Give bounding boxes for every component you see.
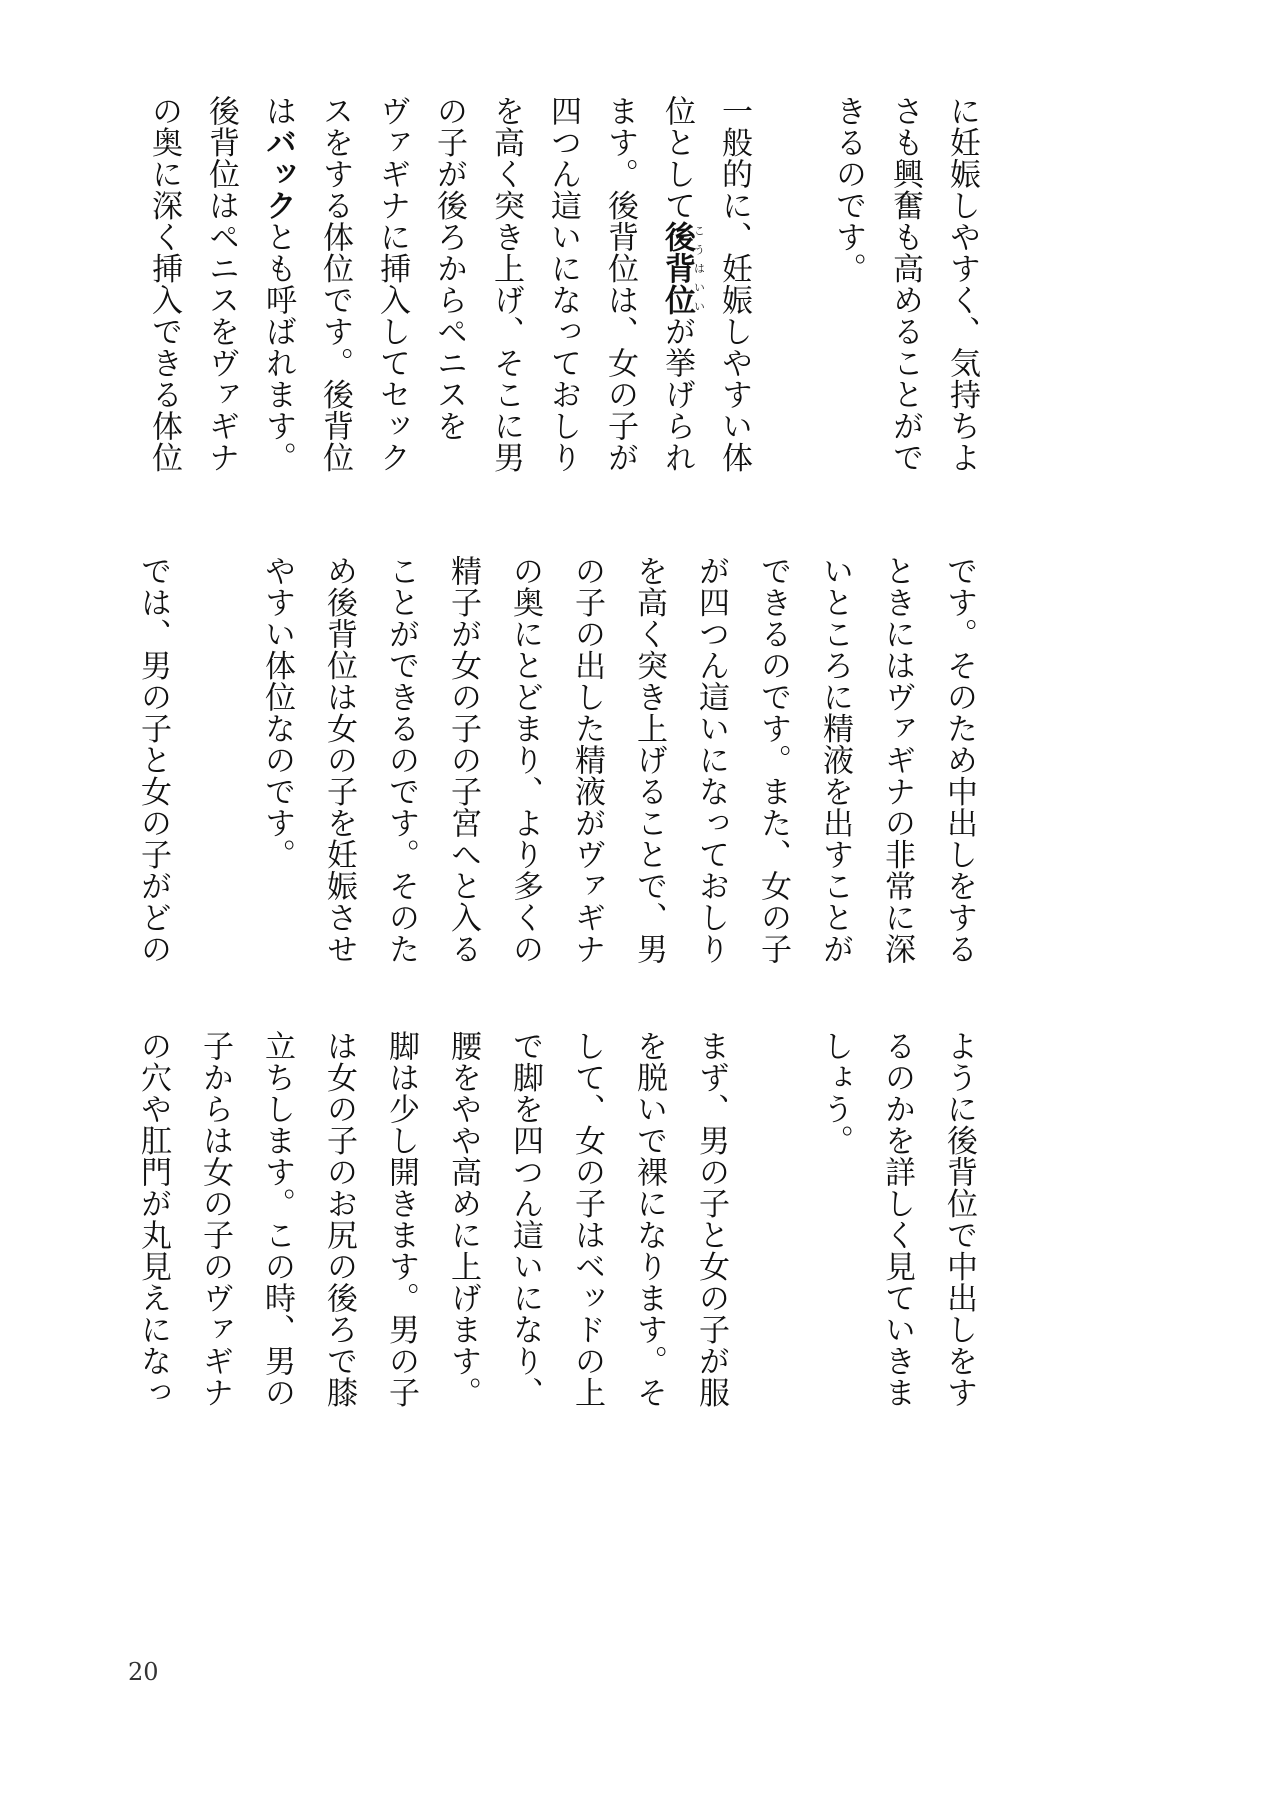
text-column (363, 95, 420, 535)
text-run: です。そのため中出しをする (941, 555, 977, 965)
text-column (928, 1030, 990, 1470)
text-column (680, 555, 742, 995)
text-column (618, 555, 680, 995)
text-run: め後背位は女の子を妊娠させ (321, 555, 357, 965)
text-run: ときにはヴァギナの非常に深 (879, 555, 915, 965)
text-column (184, 555, 246, 995)
text-column (705, 95, 762, 535)
text-column (192, 95, 249, 535)
text-column (246, 555, 308, 995)
text-column (556, 1030, 618, 1470)
ruby-term: 後背位こうはいい (659, 221, 706, 316)
text-column (804, 1030, 866, 1470)
text-run: を脱いで裸になります。そ (631, 1030, 667, 1408)
text-run: ヴァギナに挿入してセック (374, 95, 410, 473)
text-block-middle (122, 555, 990, 995)
text-column (122, 555, 184, 995)
text-column (742, 1030, 804, 1470)
text-column (928, 555, 990, 995)
text-column (184, 1030, 246, 1470)
text-run: 精子が女の子の子宮へと入る (445, 555, 481, 965)
text-block-bottom (122, 1030, 990, 1470)
text-column (370, 1030, 432, 1470)
text-run: さも興奮も高めることがで (887, 95, 923, 473)
text-column (246, 1030, 308, 1470)
text-column (432, 1030, 494, 1470)
text-column (680, 1030, 742, 1470)
text-run: に妊娠しやすく、気持ちよ (944, 95, 980, 473)
text-run: いところに精液を出すことが (817, 555, 853, 965)
text-column (804, 555, 866, 995)
text-column (306, 95, 363, 535)
text-column (866, 555, 928, 995)
text-column (876, 95, 933, 535)
bold-term: バック (260, 126, 296, 221)
text-run: して、女の子はベッドの上 (569, 1030, 605, 1408)
text-run: 子からは女の子のヴァギナ (197, 1030, 233, 1408)
text-run: は女の子のお尻の後ろで膝 (321, 1030, 357, 1408)
text-column (933, 95, 990, 535)
text-run: 四つん這いになっておしり (545, 95, 581, 473)
text-column (477, 95, 534, 535)
text-run: るのかを詳しく見ていきま (879, 1030, 915, 1408)
text-run: の子が後ろからペニスを (431, 95, 467, 442)
text-column (420, 95, 477, 535)
text-run: は (260, 95, 296, 127)
text-column (591, 95, 648, 535)
text-run: の奥にとどまり、より多くの (507, 555, 543, 965)
text-column (122, 1030, 184, 1470)
text-run: を高く突き上げ、そこに男 (488, 95, 524, 473)
text-column (308, 555, 370, 995)
text-run: で脚を四つん這いになり、 (507, 1030, 543, 1408)
text-run: 一般的に、妊娠しやすい体 (716, 95, 752, 473)
text-run: できるのです。また、女の子 (755, 555, 791, 965)
text-run: 位として (659, 95, 695, 221)
text-run: ます。後背位は、女の子が (602, 95, 638, 473)
text-column (866, 1030, 928, 1470)
text-run: では、男の子と女の子がどの (135, 555, 171, 965)
text-column (494, 555, 556, 995)
text-run: 腰をやや高めに上げます。 (445, 1030, 481, 1408)
text-run (773, 95, 809, 127)
text-column (135, 95, 192, 535)
text-run: スをする体位です。後背位 (317, 95, 353, 473)
text-run: まず、男の子と女の子が服 (693, 1030, 729, 1408)
text-column (249, 95, 306, 535)
text-column (432, 555, 494, 995)
ruby-reading: こうはいい (692, 221, 706, 316)
text-column (618, 1030, 680, 1470)
text-run: を高く突き上げることで、男 (631, 555, 667, 965)
text-run: 脚は少し開きます。男の子 (383, 1030, 419, 1408)
text-run: やすい体位なのです。 (259, 555, 295, 870)
text-column (494, 1030, 556, 1470)
text-column (370, 555, 432, 995)
text-run: が四つん這いになっておしり (693, 555, 729, 965)
text-column (742, 555, 804, 995)
text-run: しょう。 (817, 1030, 853, 1156)
text-column (308, 1030, 370, 1470)
text-block-top (135, 95, 990, 535)
text-column (762, 95, 819, 535)
text-run: の穴や肛門が丸見えになっ (135, 1030, 171, 1408)
text-column (534, 95, 591, 535)
text-run: 後背位はペニスをヴァギナ (203, 95, 239, 473)
text-run: きるのです。 (830, 95, 866, 284)
text-run: とも呼ばれます。 (260, 221, 296, 473)
text-run: の子の出した精液がヴァギナ (569, 555, 605, 965)
text-column (648, 95, 705, 535)
text-run: ように後背位で中出しをす (941, 1030, 977, 1408)
text-run: ことができるのです。そのた (383, 555, 419, 965)
text-run (197, 555, 233, 587)
text-column (819, 95, 876, 535)
text-column (556, 555, 618, 995)
text-run (755, 1030, 791, 1062)
page-number: 20 (128, 1658, 159, 1686)
text-run: 立ちします。この時、男の (259, 1030, 295, 1408)
text-run: が挙げられ (659, 315, 695, 473)
text-run: の奥に深く挿入できる体位 (146, 95, 182, 473)
